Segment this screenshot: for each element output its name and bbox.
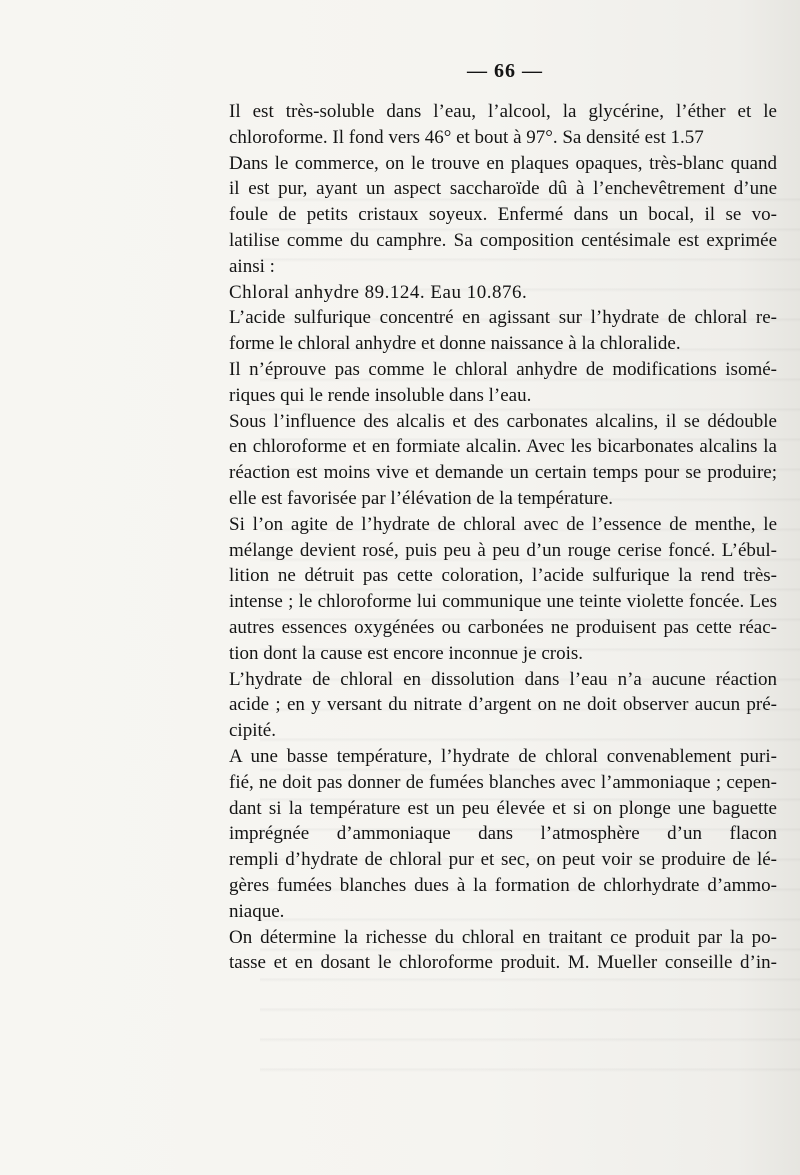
text-line: foule de petits cristaux soyeux. Enfermé dans un bocal, il se vo- (229, 204, 777, 226)
text-line: acide ; en y versant du nitrate d’argent on ne doit observer aucun pré- (229, 694, 777, 716)
text-line: mélange devient rosé, puis peu à peu d’un rouge cerise foncé. L’ébul- (229, 539, 777, 561)
text-line: forme le chloral anhydre et donne naissance à la chloralide. (229, 333, 681, 355)
text-line: imprégnée d’ammoniaque dans l’atmosphère d’un flacon (229, 823, 777, 845)
page-number: — 66 — (467, 60, 543, 82)
text-line: en chloroforme et en formiate alcalin. Avec les bicarbonates alcalins la (229, 436, 777, 458)
text-line: cipité. (229, 720, 276, 742)
text-line: dant si la température est un peu élevée et si on plonge une baguette (229, 797, 777, 819)
text-line: Sous l’influence des alcalis et des carbonates alcalins, il se dédouble (229, 410, 777, 432)
text-line: niaque. (229, 900, 285, 922)
text-line: ainsi : (229, 255, 275, 277)
text-line: latilise comme du camphre. Sa composition centésimale est exprimée (229, 229, 777, 251)
text-line: fié, ne doit pas donner de fumées blanches avec l’ammoniaque ; cepen- (229, 771, 777, 793)
text-line: tasse et en dosant le chloroforme produit. M. Mueller conseille d’in- (229, 952, 777, 974)
text-line: L’acide sulfurique concentré en agissant sur l’hydrate de chloral re- (229, 307, 777, 329)
text-line: A une basse température, l’hydrate de chloral convenablement puri- (229, 745, 777, 767)
text-line: elle est favorisée par l’élévation de la température. (229, 487, 614, 509)
text-line: Il n’éprouve pas comme le chloral anhydre de modifications isomé- (229, 358, 777, 380)
body-text (229, 99, 777, 976)
text-line: L’hydrate de chloral en dissolution dans l’eau n’a aucune réaction (229, 668, 777, 690)
text-line: Si l’on agite de l’hydrate de chloral avec de l’essence de menthe, le (229, 513, 777, 535)
text-line: chloroforme. Il fond vers 46° et bout à 97°. Sa densité est 1.57 (229, 126, 704, 148)
text-line: gères fumées blanches dues à la formation de chlorhydrate d’ammo- (229, 874, 777, 896)
text-line: tion dont la cause est encore inconnue je crois. (229, 642, 584, 664)
text-line: réaction est moins vive et demande un certain temps pour se produire; (229, 462, 777, 484)
text-line: il est pur, ayant un aspect saccharoïde dû à l’enchevêtrement d’une (229, 178, 777, 200)
text-line: lition ne détruit pas cette coloration, l’acide sulfurique la rend très- (229, 565, 777, 587)
text-line: Chloral anhydre 89.124. Eau 10.876. (229, 281, 528, 303)
text-line: intense ; le chloroforme lui communique une teinte violette foncée. Les (229, 591, 777, 613)
text-line: riques qui le rende insoluble dans l’eau. (229, 384, 532, 406)
text-line: autres essences oxygénées ou carbonées ne produisent pas cette réac- (229, 616, 777, 638)
text-line: On détermine la richesse du chloral en traitant ce produit par la po- (229, 926, 777, 948)
text-line: Dans le commerce, on le trouve en plaques opaques, très-blanc quand (229, 152, 777, 174)
text-line: rempli d’hydrate de chloral pur et sec, on peut voir se produire de lé- (229, 849, 777, 871)
text-line: Il est très-soluble dans l’eau, l’alcool, la glycérine, l’éther et le (229, 101, 777, 122)
